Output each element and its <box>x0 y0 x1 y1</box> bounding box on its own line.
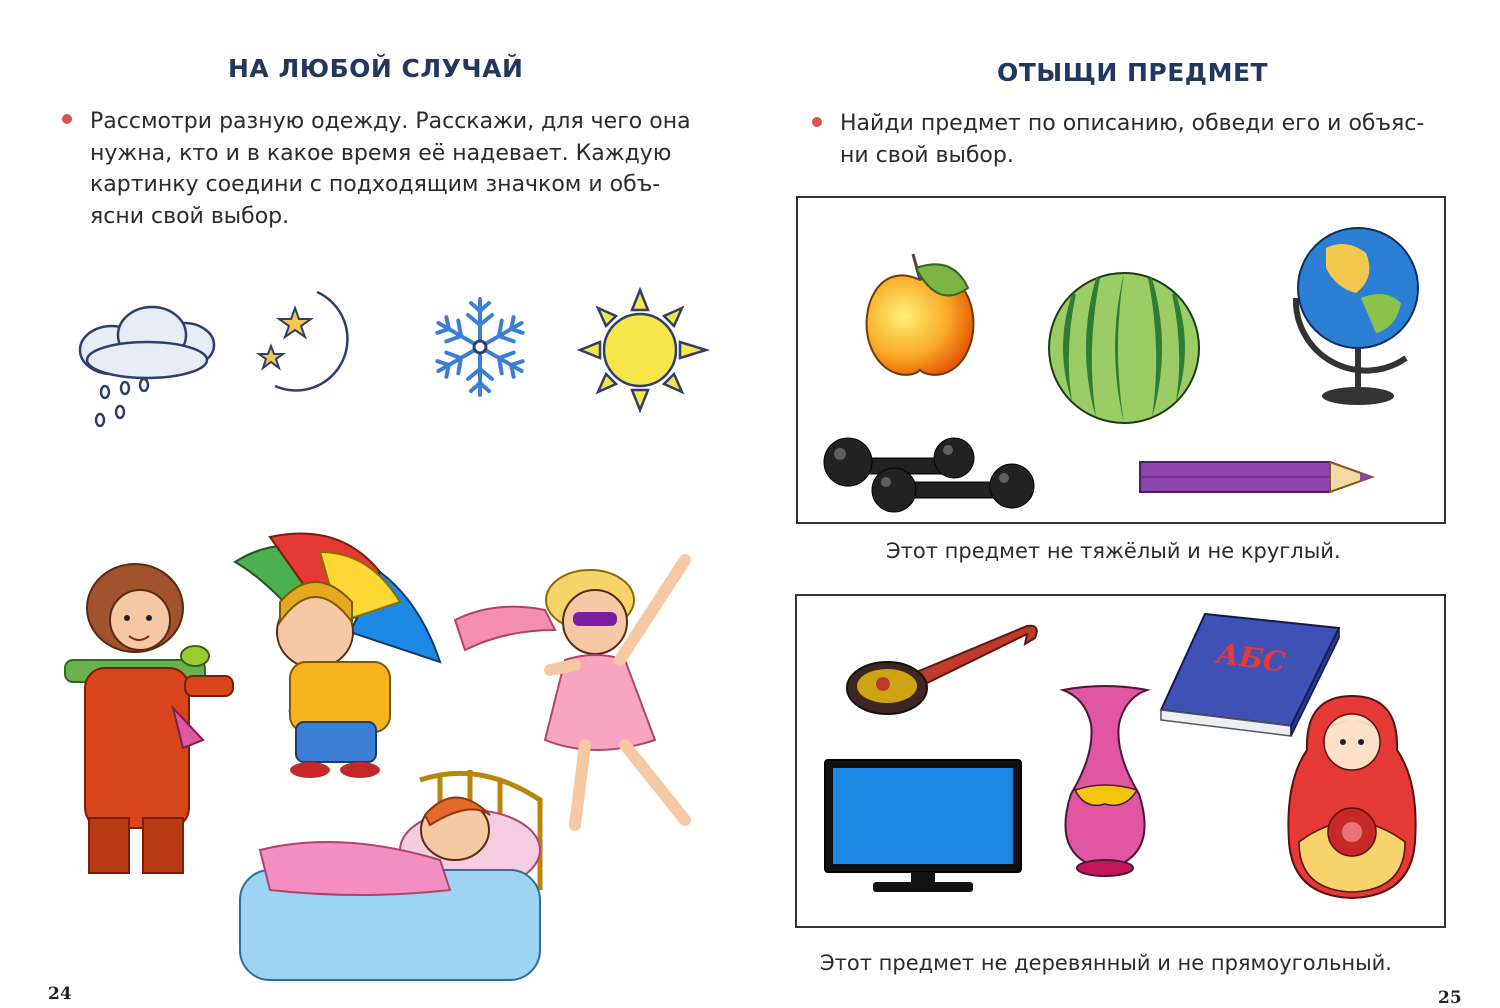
right-page-title: ОТЫЩИ ПРЕДМЕТ <box>997 58 1269 87</box>
puzzle-2-box <box>795 594 1446 928</box>
puzzle-2-caption: Этот предмет не деревянный и не прямоугольный. <box>820 951 1392 975</box>
right-page <box>750 0 1500 1008</box>
dumbbells-icon[interactable] <box>824 438 1039 518</box>
page-number: 25 <box>1438 988 1462 1008</box>
watermelon-icon[interactable] <box>1046 270 1202 426</box>
bullet-icon <box>62 114 72 124</box>
sun-icon <box>580 290 710 415</box>
winter-child-illustration <box>45 548 245 888</box>
instruction-line: нужна, кто и в какое время её надевает. Каждую <box>90 140 672 166</box>
ladle-icon[interactable] <box>847 616 1042 726</box>
pencil-icon[interactable] <box>1140 460 1380 496</box>
right-instruction <box>840 108 1460 171</box>
instruction-line: ясни свой выбор. <box>90 203 290 229</box>
globe-icon[interactable] <box>1276 208 1436 408</box>
bullet-icon <box>812 117 822 127</box>
puzzle-1-caption: Этот предмет не тяжёлый и не круглый. <box>886 539 1341 563</box>
instruction-line: картинку соедини с подходящим значком и объ- <box>90 172 661 197</box>
rain-cloud-icon <box>72 300 222 430</box>
book-cover-text: АБС <box>1214 636 1288 680</box>
vase-icon[interactable] <box>1055 684 1155 878</box>
instruction-line: ни свой выбор. <box>840 142 1014 168</box>
puzzle-1-box <box>796 196 1446 524</box>
apple-icon[interactable] <box>858 250 983 380</box>
umbrella-child-illustration <box>230 522 450 782</box>
monitor-icon[interactable] <box>825 760 1025 900</box>
sleeping-girl-illustration <box>240 760 560 990</box>
page-number: 24 <box>48 984 72 1004</box>
snowflake-icon <box>425 292 535 402</box>
moon-stars-icon <box>255 288 365 398</box>
left-page-title: НА ЛЮБОЙ СЛУЧАЙ <box>228 54 524 83</box>
instruction-line: Найди предмет по описанию, обведи его и объяс- <box>840 111 1425 136</box>
left-instruction <box>90 106 710 232</box>
instruction-line: Рассмотри разную одежду. Расскажи, для чего она <box>90 109 691 134</box>
matryoshka-icon[interactable] <box>1285 692 1419 900</box>
